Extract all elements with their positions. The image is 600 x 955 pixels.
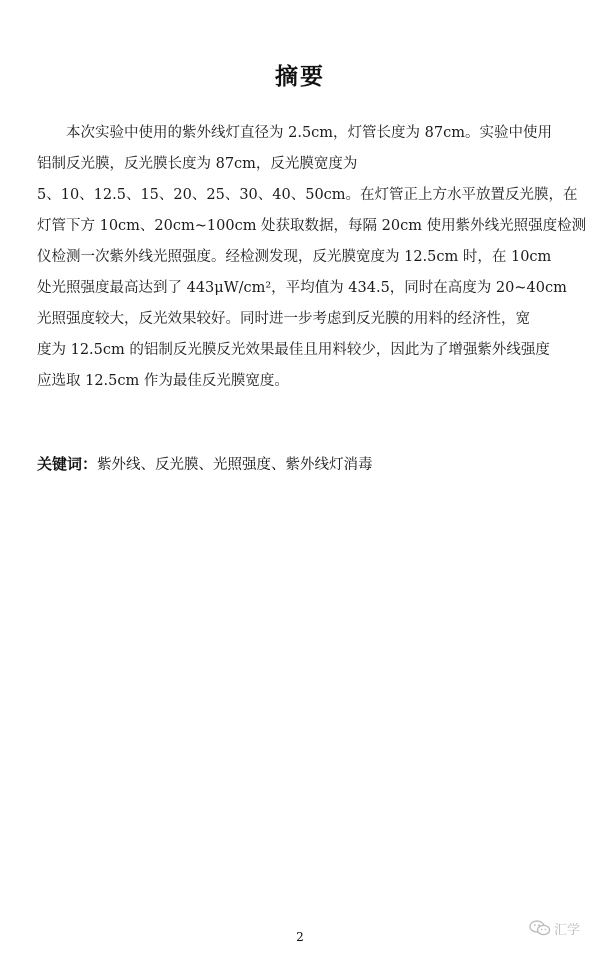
keywords-line: [37, 452, 567, 477]
abstract-line: 应选取 12.5cm 作为最佳反光膜宽度。: [37, 373, 289, 389]
abstract-line: 铝制反光膜，反光膜长度为 87cm，反光膜宽度为: [37, 156, 358, 172]
keywords-text: 紫外线、反光膜、光照强度、紫外线灯消毒: [97, 457, 373, 473]
watermark-text: 汇学: [554, 922, 581, 938]
watermark: [529, 918, 580, 938]
abstract-line: 度为 12.5cm 的铝制反光膜反光效果最佳且用料较少，因此为了增强紫外线强度: [37, 342, 550, 358]
keywords-label: 关键词：: [37, 455, 98, 473]
abstract-line: 处光照强度最高达到了 443μW/cm²，平均值为 434.5，同时在高度为 20~40cm: [37, 280, 567, 296]
abstract-line: 灯管下方 10cm、20cm~100cm 处获取数据，每隔 20cm 使用紫外线光照强度检测: [37, 218, 587, 234]
abstract-line: 仪检测一次紫外线光照强度。经检测发现，反光膜宽度为 12.5cm 时，在 10cm: [37, 249, 552, 265]
page-title: 摘要: [275, 64, 325, 90]
wechat-icon: [529, 920, 551, 936]
abstract-body: [37, 118, 587, 397]
abstract-line: 本次实验中使用的紫外线灯直径为 2.5cm，灯管长度为 87cm。实验中使用: [66, 125, 552, 141]
abstract-line: 光照强度较大，反光效果较好。同时进一步考虑到反光膜的用料的经济性，宽: [37, 311, 530, 327]
page-number: 2: [296, 930, 304, 944]
abstract-line: 5、10、12.5、15、20、25、30、40、50cm。在灯管正上方水平放置反光膜，在: [37, 187, 578, 203]
